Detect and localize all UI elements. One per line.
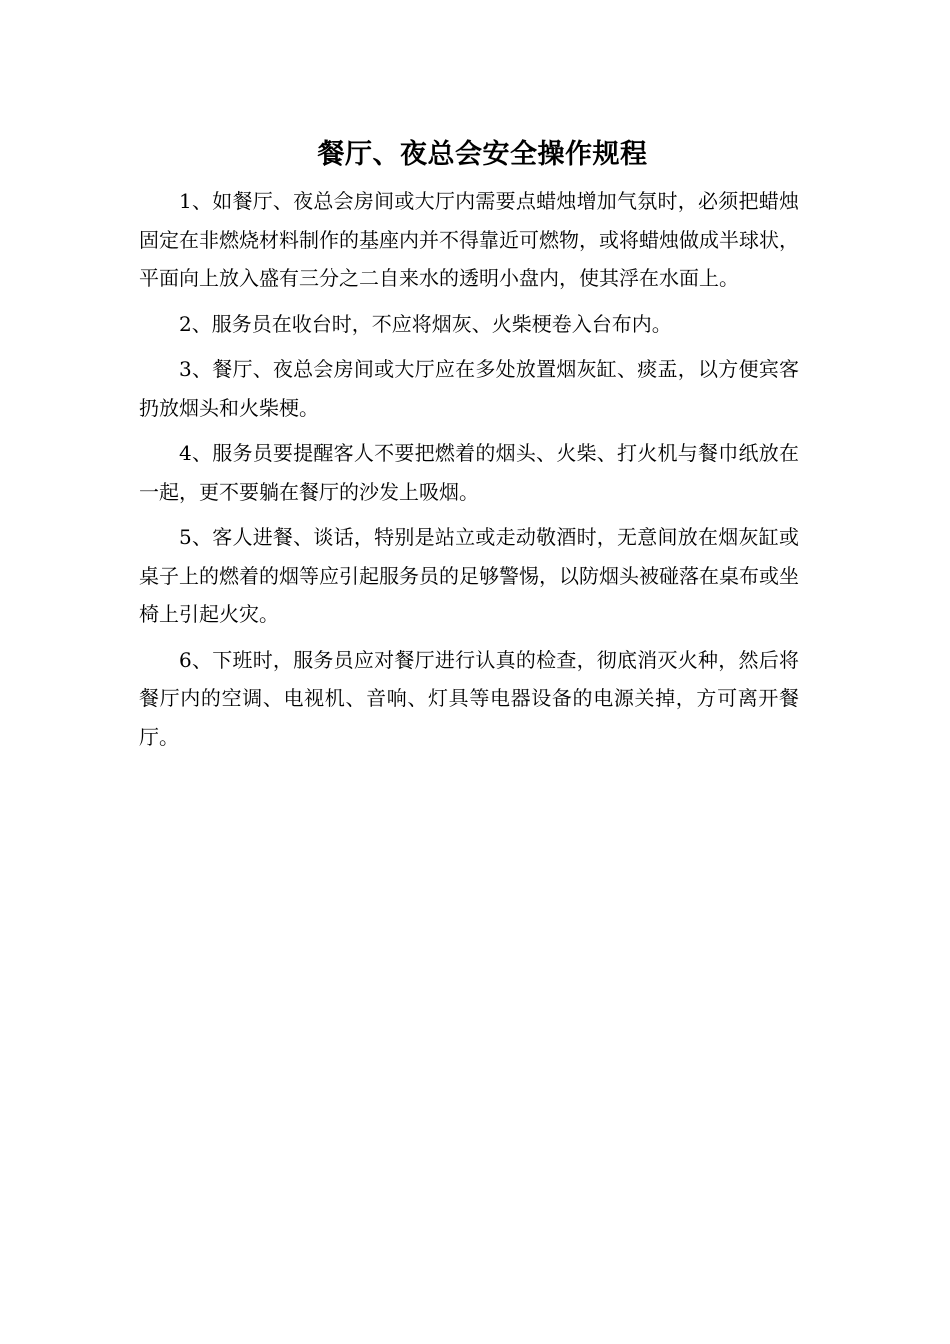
paragraph-6: 6、下班时，服务员应对餐厅进行认真的检查，彻底消灭火种，然后将餐厅内的空调、电视机、音响、灯具等电器设备的电源关掉，方可离开餐厅。 <box>139 647 799 749</box>
paragraph-5: 5、客人进餐、谈话，特别是站立或走动敬酒时，无意间放在烟灰缸或桌子上的燃着的烟等应引起服务员的足够警惕，以防烟头被碰落在桌布或坐椅上引起火灾。 <box>139 525 799 626</box>
paragraph-1: 1、如餐厅、夜总会房间或大厅内需要点蜡烛增加气氛时，必须把蜡烛固定在非燃烧材料制作的基座内并不得靠近可燃物，或将蜡烛做成半球状，平面向上放入盛有三分之二自来水的透明小盘内，使其浮在水面上。 <box>139 189 799 290</box>
document-title: 餐厅、夜总会安全操作规程 <box>317 139 648 170</box>
paragraph-2: 2、服务员在收台时，不应将烟灰、火柴梗卷入台布内。 <box>179 311 672 336</box>
paragraph-4: 4、服务员要提醒客人不要把燃着的烟头、火柴、打火机与餐巾纸放在一起，更不要躺在餐厅的沙发上吸烟。 <box>139 441 799 504</box>
paragraph-3: 3、餐厅、夜总会房间或大厅应在多处放置烟灰缸、痰盂，以方便宾客扔放烟头和火柴梗。 <box>139 357 799 420</box>
document-body <box>139 182 799 763</box>
